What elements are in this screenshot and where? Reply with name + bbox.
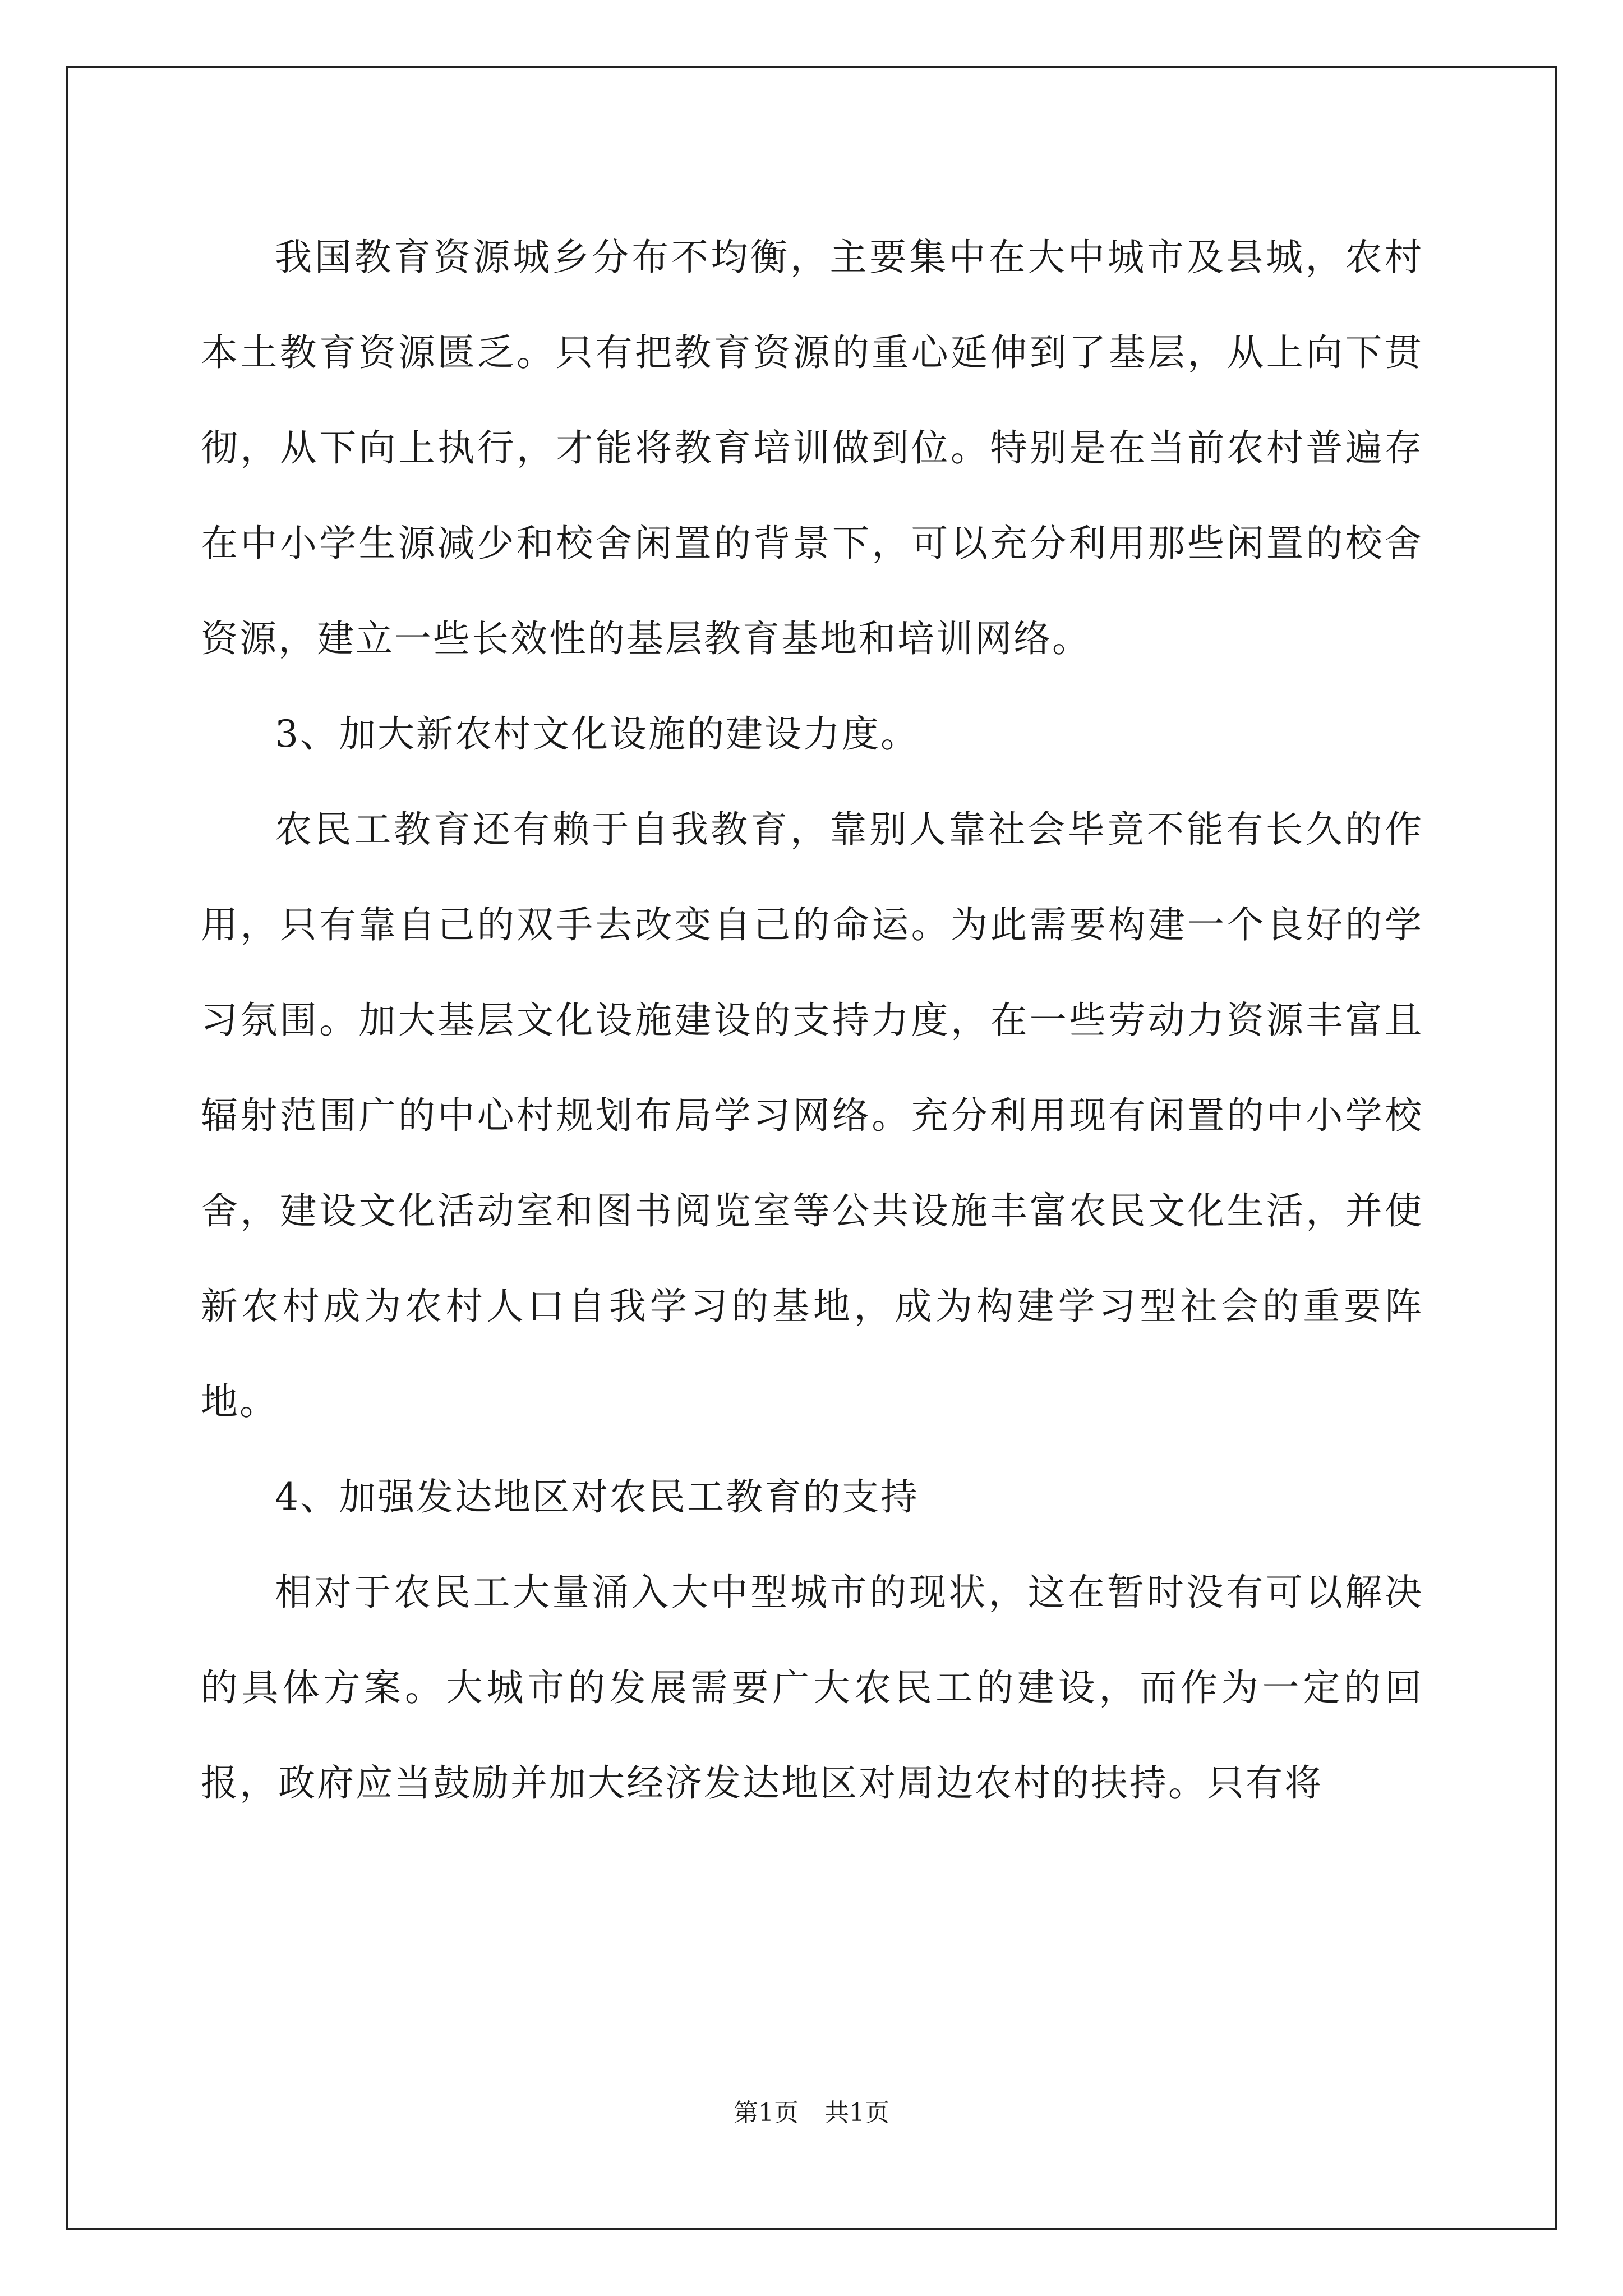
page-footer [0,2092,1623,2128]
section-heading-3: 3、加大新农村文化设施的建设力度。 [275,712,919,756]
paragraph-2: 农民工教育还有赖于自我教育，靠别人靠社会毕竟不能有长久的作用，只有靠自己的双手去改变自己的命运。为此需要构建一个良好的学习氛围。加大基层文化设施建设的支持力度，在一些劳动力资源丰富且辐射范围广的中心村规划布局学习网络。充分利用现有闲置的中小学校舍，建设文化活动室和图书阅览室等公共设施丰富农民文化生活，并使新农村成为农村人口自我学习的基地，成为构建学习型社会的重要阵地。 [201,808,1423,1423]
paragraph-1: 我国教育资源城乡分布不均衡，主要集中在大中城市及县城，农村本土教育资源匮乏。只有把教育资源的重心延伸到了基层，从上向下贯彻，从下向上执行，才能将教育培训做到位。特别是在当前农村普遍存在中小学生源减少和校舍闲置的背景下，可以充分利用那些闲置的校舍资源，建立一些长效性的基层教育基地和培训网络。 [201,236,1423,660]
page-total: 共1页 [824,2099,889,2127]
paragraph-3: 相对于农民工大量涌入大中型城市的现状，这在暂时没有可以解决的具体方案。大城市的发展需要广大农民工的建设，而作为一定的回报，政府应当鼓励并加大经济发达地区对周边农村的扶持。只有将 [201,1571,1423,1805]
document-body [201,210,1423,1831]
page-number: 第1页 [734,2099,799,2127]
section-heading-4: 4、加强发达地区对农民工教育的支持 [275,1475,919,1519]
